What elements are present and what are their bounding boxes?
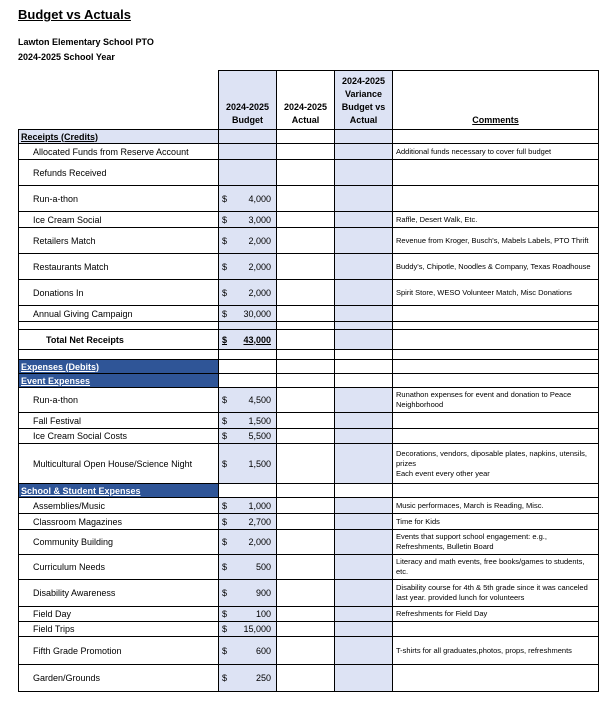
table-row bbox=[19, 514, 599, 530]
school-name: Lawton Elementary School PTO bbox=[18, 37, 154, 47]
table-row bbox=[19, 580, 599, 607]
budget-cell bbox=[219, 498, 277, 514]
spacer-row bbox=[19, 350, 599, 360]
variance-cell bbox=[335, 530, 393, 555]
actual-cell bbox=[277, 555, 335, 580]
budget-cell bbox=[219, 144, 277, 160]
budget-amount: 1,500 bbox=[248, 415, 271, 426]
currency-symbol: $ bbox=[222, 193, 228, 204]
variance-cell bbox=[335, 444, 393, 484]
total-net-receipts-row: Total Net Receipts $ 43,000 bbox=[19, 330, 599, 350]
row-label: Garden/Grounds bbox=[19, 665, 219, 692]
comment-text: Decorations, vendors, diposable plates, napkins, utensils, prizes bbox=[396, 448, 587, 468]
row-label: Donations In bbox=[19, 280, 219, 306]
budget-cell bbox=[219, 228, 277, 254]
variance-cell bbox=[335, 280, 393, 306]
variance-cell bbox=[335, 514, 393, 530]
budget-cell bbox=[219, 280, 277, 306]
actual-cell bbox=[277, 607, 335, 622]
budget-cell bbox=[219, 665, 277, 692]
table-row bbox=[19, 429, 599, 444]
variance-cell bbox=[335, 637, 393, 665]
event-expenses-header: Event Expenses bbox=[19, 374, 599, 388]
variance-cell bbox=[335, 622, 393, 637]
comment-cell bbox=[393, 280, 599, 306]
currency-symbol: $ bbox=[222, 588, 228, 598]
comment-cell bbox=[393, 413, 599, 429]
row-label: Multicultural Open House/Science Night bbox=[19, 444, 219, 484]
table-row bbox=[19, 555, 599, 580]
page-title: Budget vs Actuals bbox=[18, 7, 131, 22]
actual-cell bbox=[277, 622, 335, 637]
variance-cell bbox=[335, 555, 393, 580]
table-row bbox=[19, 160, 599, 186]
actual-cell bbox=[277, 413, 335, 429]
budget-cell bbox=[219, 637, 277, 665]
variance-cell bbox=[335, 413, 393, 429]
comment-cell bbox=[393, 186, 599, 212]
actual-cell bbox=[277, 186, 335, 212]
school-year: 2024-2025 School Year bbox=[18, 52, 115, 62]
expenses-section-header: Expenses (Debits) bbox=[19, 360, 599, 374]
budget-cell bbox=[219, 514, 277, 530]
table-row bbox=[19, 444, 599, 484]
budget-cell bbox=[219, 306, 277, 322]
variance-cell bbox=[335, 429, 393, 444]
variance-cell bbox=[335, 228, 393, 254]
actual-cell bbox=[277, 306, 335, 322]
budget-amount: 500 bbox=[255, 562, 271, 572]
comment-text: Additional funds necessary to cover full budget bbox=[396, 146, 552, 156]
actual-cell bbox=[277, 665, 335, 692]
variance-cell bbox=[335, 186, 393, 212]
comment-cell bbox=[393, 212, 599, 228]
table-row bbox=[19, 228, 599, 254]
comment-text: Revenue from Kroger, Busch's, Mabels Labels, PTO Thrift bbox=[396, 235, 589, 245]
currency-symbol: $ bbox=[222, 673, 228, 683]
currency-symbol: $ bbox=[222, 235, 228, 246]
actual-cell bbox=[277, 530, 335, 555]
comment-text: Events that support school engagement: e.g., Refreshments, Bulletin Board bbox=[396, 532, 547, 551]
total-net-receipts-value: 43,000 bbox=[243, 334, 271, 345]
table-row bbox=[19, 212, 599, 228]
variance-cell bbox=[335, 607, 393, 622]
comment-cell bbox=[393, 530, 599, 555]
comment-text: Refreshments for Field Day bbox=[396, 609, 488, 618]
row-label: Disability Awareness bbox=[19, 580, 219, 607]
comment-text: Literacy and math events, free books/games to students, etc. bbox=[396, 557, 585, 576]
row-label: Retailers Match bbox=[19, 228, 219, 254]
comment-cell bbox=[393, 306, 599, 322]
receipts-section-header: Receipts (Credits) bbox=[19, 130, 599, 144]
actual-cell bbox=[277, 280, 335, 306]
variance-cell bbox=[335, 160, 393, 186]
budget-cell bbox=[219, 212, 277, 228]
currency-symbol: $ bbox=[222, 431, 228, 441]
budget-amount: 15,000 bbox=[243, 624, 271, 634]
column-header-row bbox=[19, 71, 599, 130]
row-label: Classroom Magazines bbox=[19, 514, 219, 530]
row-label: Curriculum Needs bbox=[19, 555, 219, 580]
currency-symbol: $ bbox=[222, 287, 228, 298]
comment-cell bbox=[393, 514, 599, 530]
variance-cell bbox=[335, 580, 393, 607]
budget-cell bbox=[219, 413, 277, 429]
comment-cell bbox=[393, 444, 599, 484]
row-label: Fall Festival bbox=[19, 413, 219, 429]
table-row bbox=[19, 388, 599, 413]
comment-cell bbox=[393, 607, 599, 622]
row-label: Field Trips bbox=[19, 622, 219, 637]
budget-amount: 30,000 bbox=[243, 308, 271, 319]
currency-symbol: $ bbox=[222, 395, 228, 405]
row-label: Field Day bbox=[19, 607, 219, 622]
actual-cell bbox=[277, 637, 335, 665]
actual-cell bbox=[277, 388, 335, 413]
actual-cell bbox=[277, 254, 335, 280]
actual-column-header: 2024-2025 Actual bbox=[277, 71, 335, 130]
comment-cell bbox=[393, 429, 599, 444]
comment-text: Raffle, Desert Walk, Etc. bbox=[396, 214, 478, 224]
budget-amount: 100 bbox=[255, 609, 271, 619]
comment-text: Runathon expenses for event and donation to Peace Neighborhood bbox=[396, 390, 572, 409]
currency-symbol: $ bbox=[222, 458, 228, 469]
comment-cell bbox=[393, 580, 599, 607]
currency-symbol: $ bbox=[222, 562, 228, 572]
budget-amount: 5,500 bbox=[248, 431, 271, 441]
table-row bbox=[19, 637, 599, 665]
row-label: Assemblies/Music bbox=[19, 498, 219, 514]
comment-cell bbox=[393, 228, 599, 254]
currency-symbol: $ bbox=[222, 308, 228, 319]
actual-cell bbox=[277, 498, 335, 514]
table-row bbox=[19, 254, 599, 280]
row-label: Refunds Received bbox=[19, 160, 219, 186]
comment-text: T-shirts for all graduates,photos, props, refreshments bbox=[396, 645, 572, 655]
row-label: Ice Cream Social bbox=[19, 212, 219, 228]
actual-cell bbox=[277, 429, 335, 444]
comment-cell bbox=[393, 665, 599, 692]
row-label: Run-a-thon bbox=[19, 186, 219, 212]
actual-cell bbox=[277, 160, 335, 186]
comment-text: Time for Kids bbox=[396, 516, 440, 526]
comment-text: Disability course for 4th & 5th grade since it was canceled last year. provided lunch for volunteers bbox=[396, 583, 588, 602]
budget-amount: 2,000 bbox=[248, 287, 271, 298]
budget-table bbox=[18, 70, 599, 692]
comment-text: Music performaces, March is Reading, Misc. bbox=[396, 500, 544, 510]
variance-cell bbox=[335, 498, 393, 514]
comment-cell bbox=[393, 498, 599, 514]
variance-cell bbox=[335, 254, 393, 280]
variance-cell bbox=[335, 665, 393, 692]
table-row bbox=[19, 622, 599, 637]
comment-text: Spirit Store, WESO Volunteer Match, Misc Donations bbox=[396, 287, 572, 297]
currency-symbol: $ bbox=[222, 645, 228, 656]
budget-cell bbox=[219, 555, 277, 580]
budget-cell bbox=[219, 580, 277, 607]
actual-cell bbox=[277, 580, 335, 607]
table-row bbox=[19, 530, 599, 555]
currency-symbol: $ bbox=[222, 500, 228, 511]
budget-amount: 900 bbox=[255, 588, 271, 598]
currency-symbol: $ bbox=[222, 261, 228, 272]
budget-column-header: 2024-2025 Budget bbox=[219, 71, 277, 130]
budget-cell bbox=[219, 622, 277, 637]
table-row bbox=[19, 607, 599, 622]
budget-amount: 1,000 bbox=[248, 500, 271, 511]
event-expense-rows bbox=[19, 388, 599, 484]
currency-symbol: $ bbox=[222, 415, 228, 426]
actual-cell bbox=[277, 444, 335, 484]
budget-cell bbox=[219, 607, 277, 622]
budget-cell bbox=[219, 388, 277, 413]
table-row bbox=[19, 186, 599, 212]
currency-symbol: $ bbox=[222, 624, 228, 634]
table-row bbox=[19, 665, 599, 692]
variance-column-header: 2024-2025 Variance Budget vs Actual bbox=[335, 71, 393, 130]
row-label: Restaurants Match bbox=[19, 254, 219, 280]
comment-cell bbox=[393, 388, 599, 413]
budget-amount: 2,000 bbox=[248, 261, 271, 272]
budget-cell bbox=[219, 530, 277, 555]
actual-cell bbox=[277, 144, 335, 160]
budget-cell bbox=[219, 160, 277, 186]
actual-cell bbox=[277, 228, 335, 254]
budget-amount: 4,000 bbox=[248, 193, 271, 204]
comments-column-header: Comments bbox=[393, 71, 599, 130]
row-label: Annual Giving Campaign bbox=[19, 306, 219, 322]
row-label: Fifth Grade Promotion bbox=[19, 637, 219, 665]
comment-cell bbox=[393, 555, 599, 580]
table-row bbox=[19, 306, 599, 322]
budget-cell bbox=[219, 254, 277, 280]
budget-cell bbox=[219, 429, 277, 444]
comment-cell bbox=[393, 622, 599, 637]
row-label: Allocated Funds from Reserve Account bbox=[19, 144, 219, 160]
variance-cell bbox=[335, 388, 393, 413]
school-expenses-header: School & Student Expenses bbox=[19, 484, 599, 498]
comment-cell bbox=[393, 254, 599, 280]
budget-amount: 2,000 bbox=[248, 235, 271, 246]
budget-amount: 250 bbox=[255, 673, 271, 683]
budget-amount: 600 bbox=[255, 645, 271, 656]
variance-cell bbox=[335, 212, 393, 228]
receipts-rows bbox=[19, 144, 599, 322]
table-row bbox=[19, 280, 599, 306]
currency-symbol: $ bbox=[222, 609, 228, 619]
budget-cell bbox=[219, 444, 277, 484]
variance-cell bbox=[335, 306, 393, 322]
row-label: Run-a-thon bbox=[19, 388, 219, 413]
budget-amount: 1,500 bbox=[248, 458, 271, 469]
table-row bbox=[19, 498, 599, 514]
budget-amount: 2,000 bbox=[248, 537, 271, 547]
comment-text-extra: Each event every other year bbox=[396, 468, 490, 478]
row-label: Community Building bbox=[19, 530, 219, 555]
school-expense-rows bbox=[19, 498, 599, 692]
budget-amount: 3,000 bbox=[248, 214, 271, 225]
comment-cell bbox=[393, 160, 599, 186]
budget-amount: 2,700 bbox=[248, 516, 271, 527]
table-row bbox=[19, 144, 599, 160]
comment-cell bbox=[393, 637, 599, 665]
row-label: Ice Cream Social Costs bbox=[19, 429, 219, 444]
currency-symbol: $ bbox=[222, 516, 228, 527]
actual-cell bbox=[277, 514, 335, 530]
variance-cell bbox=[335, 144, 393, 160]
actual-cell bbox=[277, 212, 335, 228]
table-row bbox=[19, 413, 599, 429]
comment-cell bbox=[393, 144, 599, 160]
currency-symbol: $ bbox=[222, 214, 228, 225]
comment-text: Buddy's, Chipotle, Noodles & Company, Texas Roadhouse bbox=[396, 261, 591, 271]
currency-symbol: $ bbox=[222, 537, 228, 547]
budget-cell bbox=[219, 186, 277, 212]
spacer-row bbox=[19, 322, 599, 330]
budget-amount: 4,500 bbox=[248, 395, 271, 405]
